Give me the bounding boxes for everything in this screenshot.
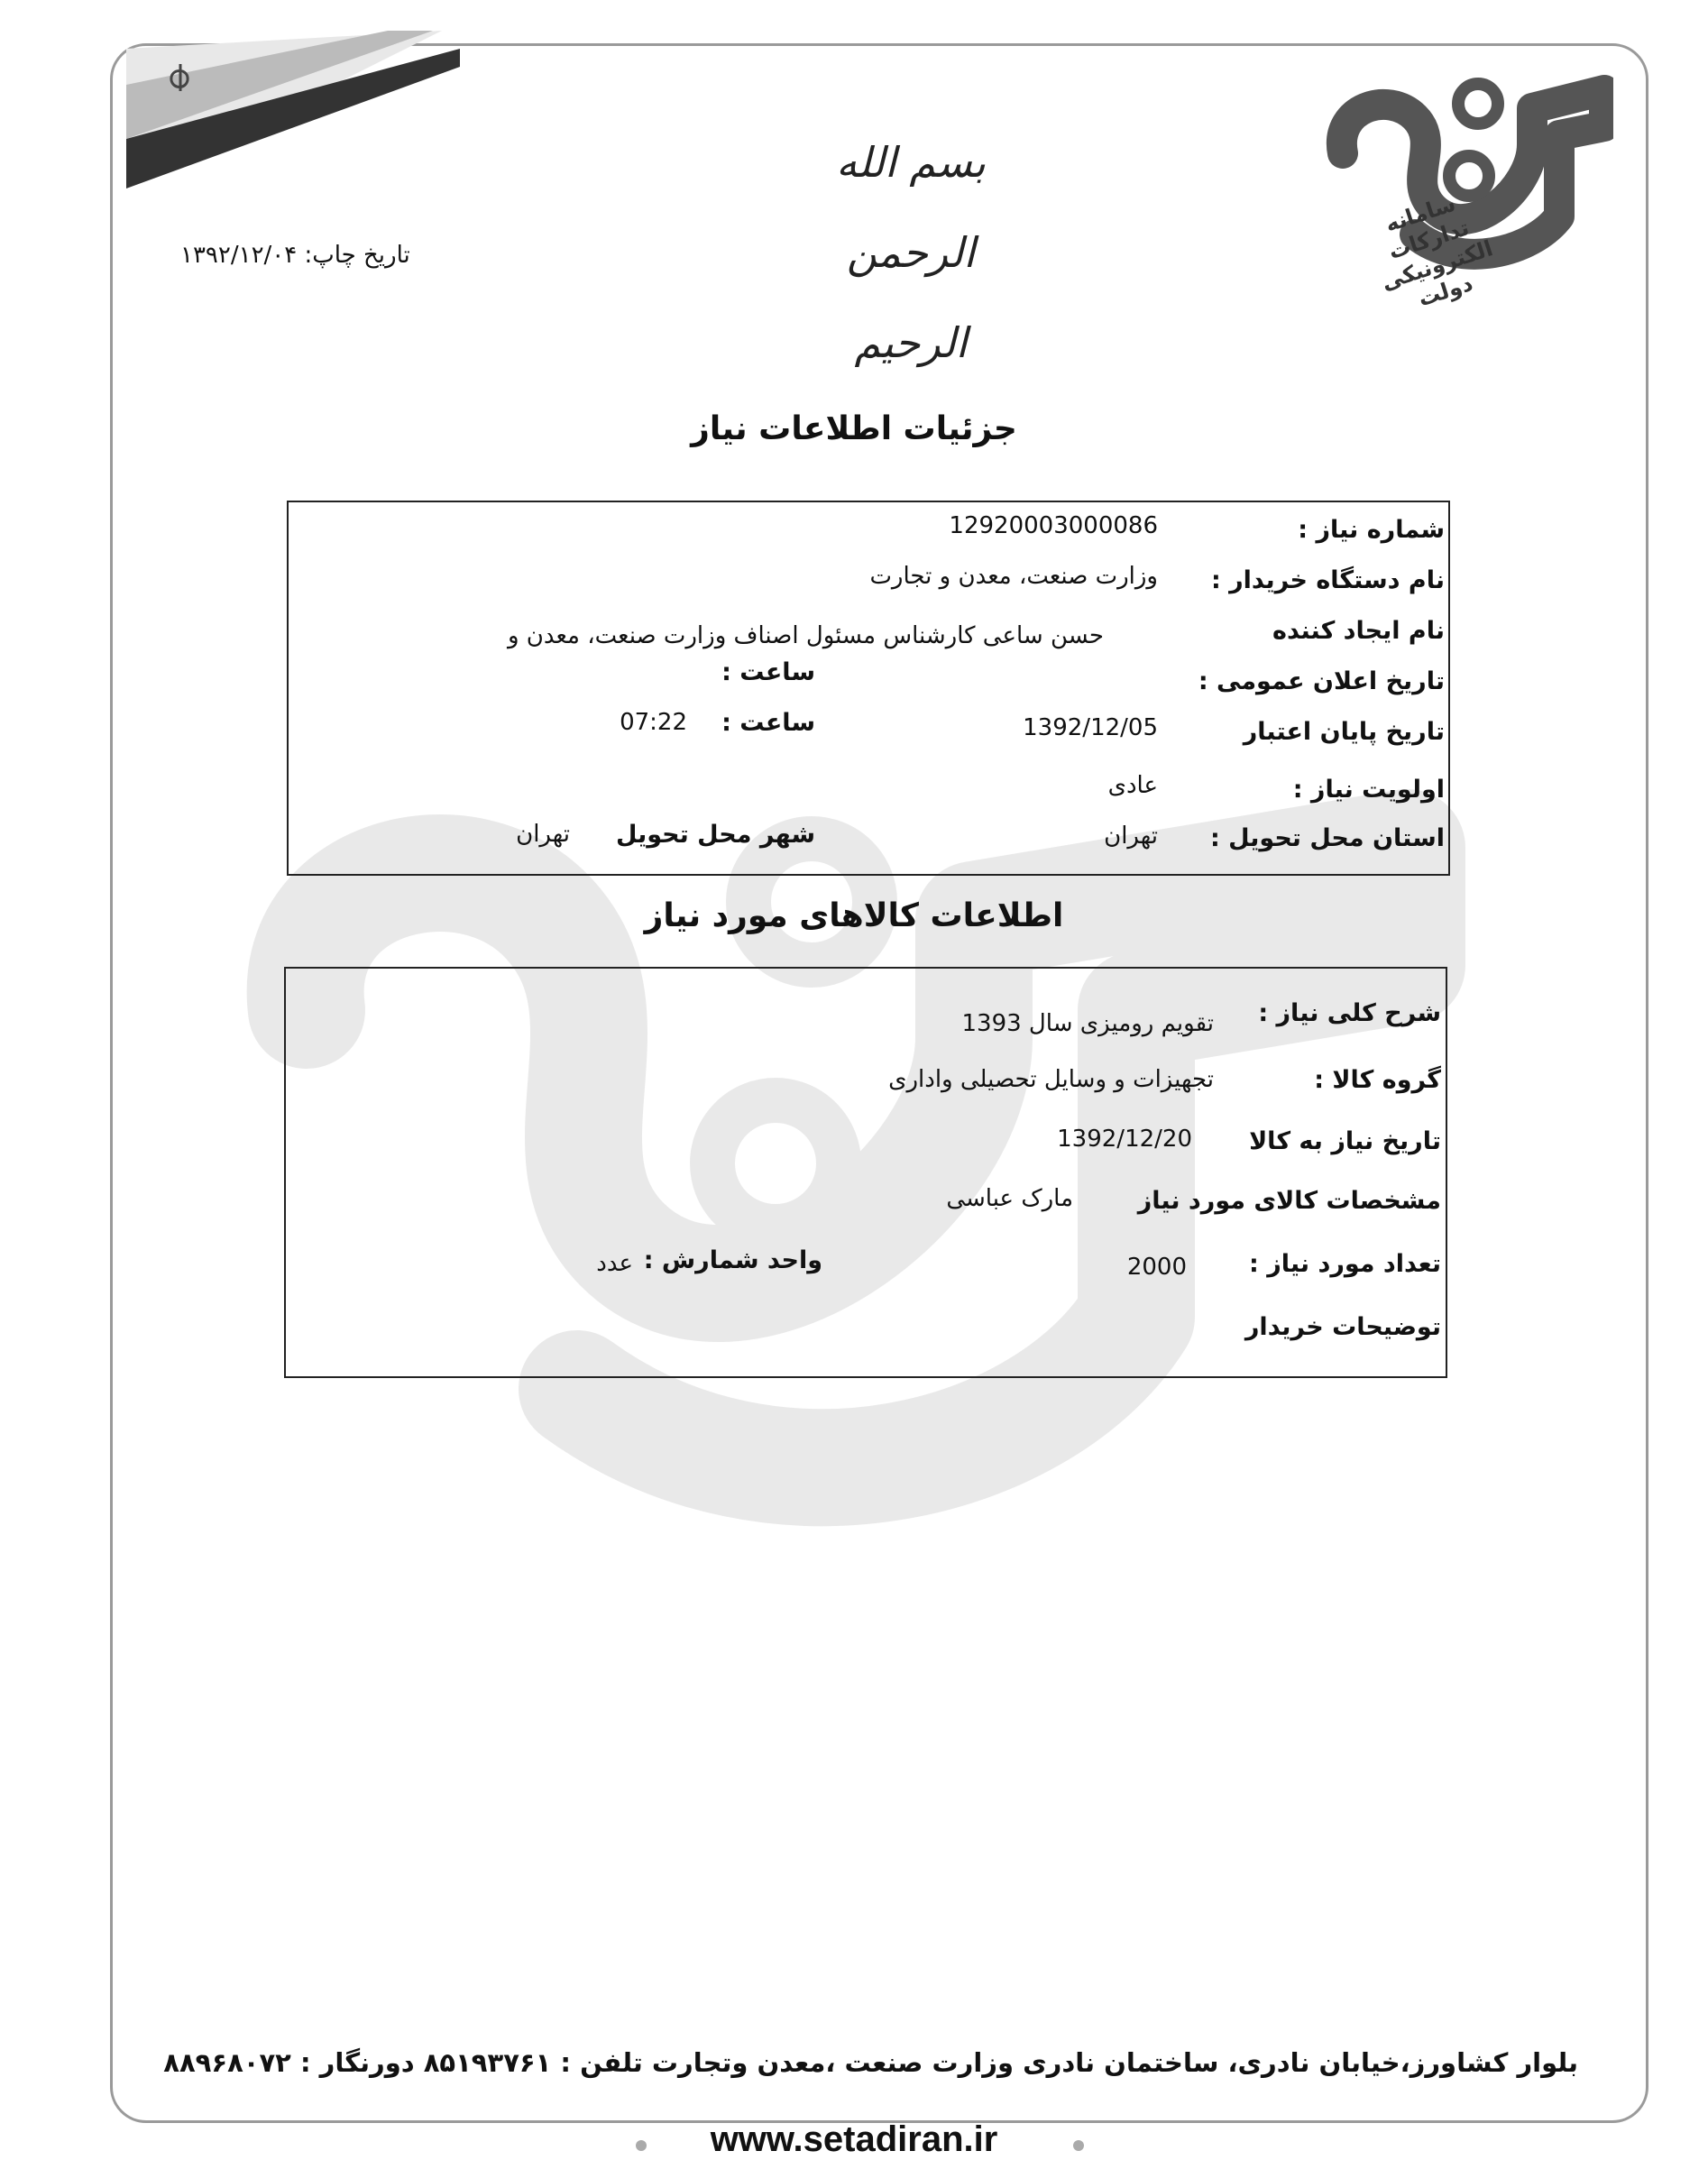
validity-time-label: ساعت : xyxy=(721,709,815,737)
unit-label: واحد شمارش : xyxy=(643,1246,822,1274)
need-date-label: تاریخ نیاز به کالا xyxy=(1249,1127,1441,1155)
need-date-value: 1392/12/20 xyxy=(1057,1126,1192,1153)
creator-label: نام ایجاد کننده xyxy=(1272,617,1445,645)
basmala-calligraphy: بسم الله الرحمن الرحیم xyxy=(836,138,986,367)
print-date xyxy=(180,242,410,269)
print-date-value: ۱۳۹۲/۱۲/۰۴ xyxy=(180,242,298,269)
logo-caption: سامانه تدارکات الکترونیکی دولت xyxy=(1378,190,1496,312)
buyer-notes-label: توضیحات خریدار xyxy=(1244,1313,1441,1341)
announce-date-label: تاریخ اعلان عمومی : xyxy=(1198,667,1445,695)
unit-value: عدد xyxy=(596,1250,633,1277)
need-number-value: 12920003000086 xyxy=(949,512,1158,539)
buyer-org-label: نام دستگاه خریدار : xyxy=(1210,566,1445,594)
city-value: تهران xyxy=(516,821,570,848)
quantity-label: تعداد مورد نیاز : xyxy=(1249,1250,1441,1278)
creator-value: حسن ساعی کارشناس مسئول اصناف وزارت صنعت، معدن و xyxy=(507,622,1104,649)
footer-address: بلوار کشاورز،خیابان نادری، ساختمان نادری وزارت صنعت ،معدن وتجارت تلفن : ۸۵۱۹۳۷۶۱ دورنگار : ۸۸۹۶۸۰۷۲ xyxy=(163,2047,1578,2078)
validity-time-value: 07:22 xyxy=(620,709,687,736)
city-label: شهر محل تحویل xyxy=(615,821,815,849)
validity-end-value: 1392/12/05 xyxy=(1023,714,1158,741)
specs-label: مشخصات کالای مورد نیاز xyxy=(1137,1187,1441,1215)
general-desc-value: تقویم رومیزی سال 1393 xyxy=(961,1010,1214,1037)
print-date-label: تاریخ چاپ: xyxy=(304,242,410,269)
goods-info-title: اطلاعات کالاهای مورد نیاز xyxy=(644,897,1064,934)
buyer-org-value: وزارت صنعت، معدن و تجارت xyxy=(869,563,1158,590)
priority-value: عادی xyxy=(1107,772,1158,799)
general-desc-label: شرح کلی نیاز : xyxy=(1258,999,1441,1027)
need-number-label: شماره نیاز : xyxy=(1298,516,1445,544)
province-value: تهران xyxy=(1104,823,1158,850)
logo-dot-icon xyxy=(1458,84,1498,124)
website-link[interactable]: www.setadiran.ir xyxy=(710,2119,998,2159)
goods-group-value: تجهیزات و وسایل تحصیلی واداری xyxy=(888,1066,1214,1093)
announce-time-label: ساعت : xyxy=(721,658,815,686)
priority-label: اولویت نیاز : xyxy=(1292,776,1445,804)
emblem-flag-band xyxy=(126,31,460,188)
validity-end-label: تاریخ پایان اعتبار xyxy=(1243,718,1445,746)
specs-value: مارک عباسی xyxy=(946,1185,1073,1212)
province-label: استان محل تحویل : xyxy=(1209,824,1445,852)
goods-group-label: گروه کالا : xyxy=(1314,1066,1441,1094)
need-details-title: جزئیات اطلاعات نیاز xyxy=(691,410,1017,447)
quantity-value: 2000 xyxy=(1126,1254,1187,1281)
